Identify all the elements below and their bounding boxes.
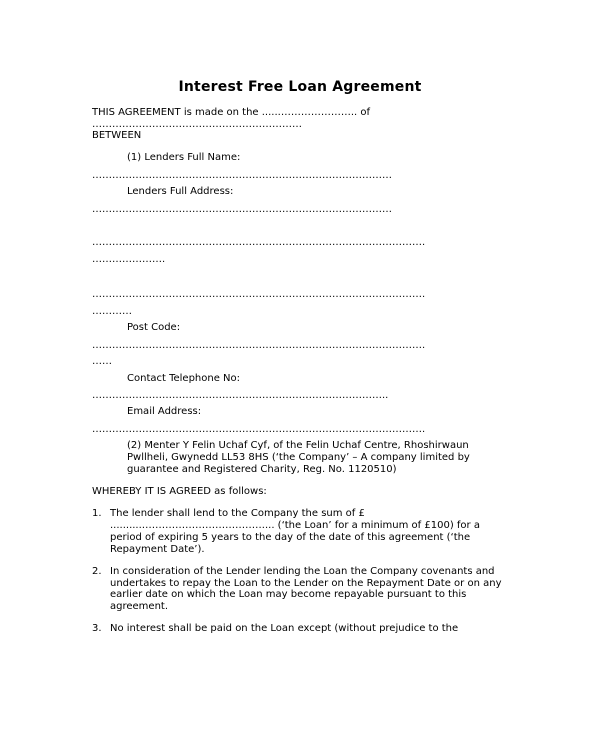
- document-title: Interest Free Loan Agreement: [178, 79, 422, 95]
- lender-address-label: Lenders Full Address:: [127, 186, 234, 197]
- whereby-heading: WHEREBY IT IS AGREED as follows:: [92, 486, 267, 497]
- clause-1-line-3: period of expiring 5 years to the day of the date of this agreement (‘the: [110, 532, 471, 543]
- agreement-date-continuation: ………………………………………………………: [92, 119, 302, 130]
- clause-2-line-2: undertakes to repay the Loan to the Lender on the Repayment Date or on any: [110, 578, 502, 589]
- lender-address-line-5: …………: [92, 306, 132, 317]
- lender-address-line-2: ……………………………………………………………………………………….: [92, 237, 426, 248]
- clause-1-line-1: The lender shall lend to the Company the sum of £: [110, 508, 365, 519]
- clause-number: 1.: [92, 508, 102, 519]
- company-party-line-2: Pwllheli, Gwynedd LL53 8HS (‘the Company’ – A company limited by: [127, 452, 470, 463]
- lender-name-label: (1) Lenders Full Name:: [127, 152, 241, 163]
- clause-2-line-1: In consideration of the Lender lending the Loan the Company covenants and: [110, 566, 495, 577]
- email-line: ……………………………………………………………………………………….: [92, 424, 426, 435]
- lender-address-line-4: ……………………………………………………………………………………….: [92, 289, 426, 300]
- clause-number: 3.: [92, 623, 102, 634]
- company-party-line-1: (2) Menter Y Felin Uchaf Cyf, of the Felin Uchaf Centre, Rhoshirwaun: [127, 440, 469, 451]
- postcode-line-2: ……: [92, 356, 112, 367]
- company-party-line-3: guarantee and Registered Charity, Reg. No. 1120510): [127, 464, 397, 475]
- lender-name-line: ………………………………………………………………………………: [92, 170, 392, 181]
- clause-2-line-4: agreement.: [110, 601, 169, 612]
- lender-address-line-3: ………………….: [92, 254, 166, 265]
- clause-number: 2.: [92, 566, 102, 577]
- clause-3-line-1: No interest shall be paid on the Loan except (without prejudice to the: [110, 623, 459, 634]
- clause-2-line-3: earlier date on which the Loan may become repayable pursuant to this: [110, 589, 467, 600]
- postcode-line-1: ……………………………………………………………………………………….: [92, 340, 426, 351]
- between-label: BETWEEN: [92, 130, 142, 141]
- agreement-date-line: THIS AGREEMENT is made on the ......………………….. of: [92, 107, 371, 118]
- telephone-line: ……………………………………………………………………………..: [92, 390, 389, 401]
- clause-1-line-4: Repayment Date’).: [110, 544, 205, 555]
- postcode-label: Post Code:: [127, 322, 181, 333]
- lender-address-line-1: ………………………………………………………………………………: [92, 204, 392, 215]
- email-label: Email Address:: [127, 406, 202, 417]
- telephone-label: Contact Telephone No:: [127, 373, 241, 384]
- clause-1-line-2: ..........……………………………….... (‘the Loan’ for a minimum of £100) for a: [110, 520, 480, 531]
